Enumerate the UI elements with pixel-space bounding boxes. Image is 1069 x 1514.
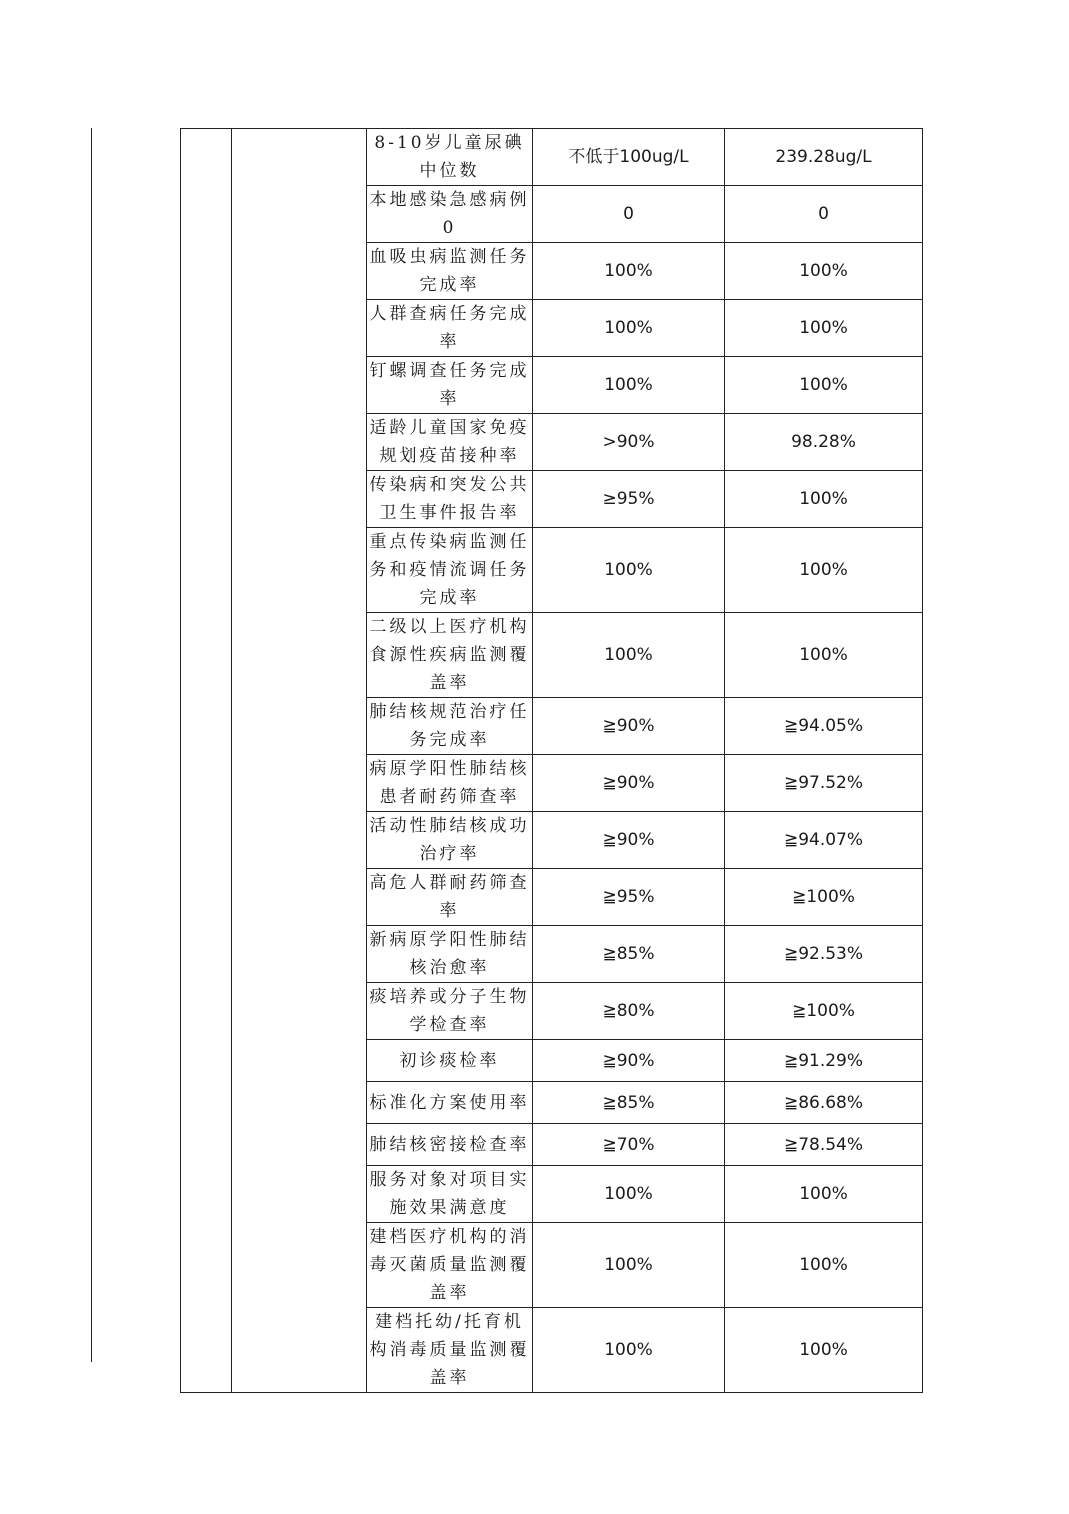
actual-value-cell: 100% (725, 1308, 923, 1393)
target-value-cell: ≧80% (533, 983, 725, 1040)
actual-value-cell: 100% (725, 471, 923, 528)
indicator-cell: 肺结核规范治疗任务完成率 (367, 698, 533, 755)
actual-value-cell: ≧86.68% (725, 1082, 923, 1124)
actual-value-cell: ≧91.29% (725, 1040, 923, 1082)
indicator-cell: 二级以上医疗机构食源性疾病监测覆盖率 (367, 613, 533, 698)
indicator-cell: 新病原学阳性肺结核治愈率 (367, 926, 533, 983)
actual-value-cell: ≧100% (725, 983, 923, 1040)
indicator-cell: 建档医疗机构的消毒灭菌质量监测覆盖率 (367, 1223, 533, 1308)
target-value-cell: 100% (533, 528, 725, 613)
target-value-cell: 100% (533, 357, 725, 414)
indicator-cell: 传染病和突发公共卫生事件报告率 (367, 471, 533, 528)
actual-value-cell: 100% (725, 528, 923, 613)
target-value-cell: ≧70% (533, 1124, 725, 1166)
target-value-cell: ≥95% (533, 471, 725, 528)
indicator-cell: 初诊痰检率 (367, 1040, 533, 1082)
target-value-cell: ≧90% (533, 812, 725, 869)
table-row (181, 129, 923, 186)
actual-value-cell: 100% (725, 300, 923, 357)
performance-indicator-table (180, 128, 923, 1393)
actual-value-cell: 239.28ug/L (725, 129, 923, 186)
actual-value-cell: 100% (725, 243, 923, 300)
target-value-cell: 100% (533, 613, 725, 698)
target-value-cell: 100% (533, 243, 725, 300)
actual-value-cell: ≧92.53% (725, 926, 923, 983)
left-margin-line (91, 128, 92, 1362)
indicator-cell: 8-10岁儿童尿碘中位数 (367, 129, 533, 186)
actual-value-cell: ≧94.07% (725, 812, 923, 869)
indicator-cell: 钉螺调查任务完成率 (367, 357, 533, 414)
indicator-cell: 人群查病任务完成率 (367, 300, 533, 357)
target-value-cell: 100% (533, 300, 725, 357)
actual-value-cell: 100% (725, 1166, 923, 1223)
target-value-cell: ≧95% (533, 869, 725, 926)
actual-value-cell: ≧78.54% (725, 1124, 923, 1166)
target-value-cell: 100% (533, 1308, 725, 1393)
target-value-cell: ≧85% (533, 1082, 725, 1124)
target-value-cell: 0 (533, 186, 725, 243)
actual-value-cell: 100% (725, 1223, 923, 1308)
actual-value-cell: 98.28% (725, 414, 923, 471)
actual-value-cell: ≧97.52% (725, 755, 923, 812)
indicator-cell: 病原学阳性肺结核患者耐药筛查率 (367, 755, 533, 812)
indicator-cell: 重点传染病监测任务和疫情流调任务完成率 (367, 528, 533, 613)
indicator-cell: 服务对象对项目实施效果满意度 (367, 1166, 533, 1223)
table-body (181, 129, 923, 1393)
actual-value-cell: 100% (725, 613, 923, 698)
actual-value-cell: 100% (725, 357, 923, 414)
actual-value-cell: 0 (725, 186, 923, 243)
indicator-cell: 血吸虫病监测任务完成率 (367, 243, 533, 300)
indicator-cell: 活动性肺结核成功治疗率 (367, 812, 533, 869)
target-value-cell: ≧85% (533, 926, 725, 983)
indicator-cell: 标准化方案使用率 (367, 1082, 533, 1124)
target-value-cell: ≧90% (533, 1040, 725, 1082)
actual-value-cell: ≧100% (725, 869, 923, 926)
actual-value-cell: ≧94.05% (725, 698, 923, 755)
category-cell-level1 (181, 129, 232, 1393)
target-value-cell: 不低于100ug/L (533, 129, 725, 186)
target-value-cell: 100% (533, 1223, 725, 1308)
indicator-cell: 建档托幼/托育机构消毒质量监测覆盖率 (367, 1308, 533, 1393)
indicator-cell: 适龄儿童国家免疫规划疫苗接种率 (367, 414, 533, 471)
indicator-cell: 痰培养或分子生物学检查率 (367, 983, 533, 1040)
indicator-cell: 肺结核密接检查率 (367, 1124, 533, 1166)
indicator-cell: 本地感染急感病例0 (367, 186, 533, 243)
category-cell-level2 (232, 129, 367, 1393)
indicator-cell: 高危人群耐药筛查率 (367, 869, 533, 926)
target-value-cell: >90% (533, 414, 725, 471)
target-value-cell: ≧90% (533, 755, 725, 812)
target-value-cell: ≧90% (533, 698, 725, 755)
target-value-cell: 100% (533, 1166, 725, 1223)
